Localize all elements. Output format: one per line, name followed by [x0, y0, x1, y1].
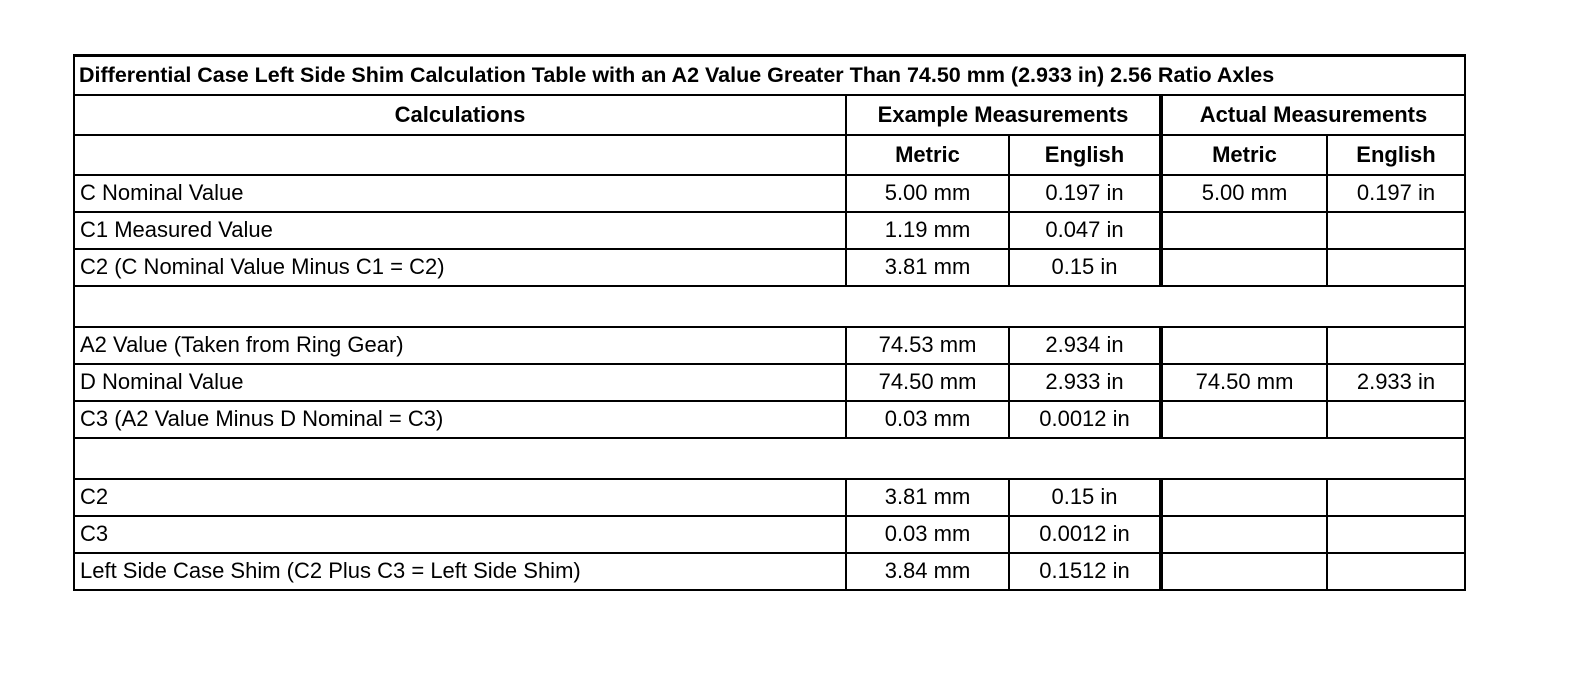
example-metric-cell: 0.03 mm [846, 516, 1009, 553]
spacer-cell [74, 286, 1465, 327]
example-metric-cell: 3.84 mm [846, 553, 1009, 590]
spacer-row [74, 286, 1465, 327]
actual-english-cell[interactable]: 0.197 in [1327, 175, 1465, 212]
example-english-cell: 0.15 in [1009, 479, 1161, 516]
actual-english-cell[interactable]: 2.933 in [1327, 364, 1465, 401]
actual-metric-header: Metric [1161, 135, 1327, 175]
table-row [74, 516, 1465, 553]
example-metric-cell: 1.19 mm [846, 212, 1009, 249]
actual-metric-cell[interactable] [1161, 212, 1327, 249]
unit-header-row [74, 135, 1465, 175]
example-english-header: English [1009, 135, 1161, 175]
example-metric-header: Metric [846, 135, 1009, 175]
actual-metric-cell[interactable] [1161, 327, 1327, 364]
actual-metric-cell[interactable] [1161, 479, 1327, 516]
actual-english-cell[interactable] [1327, 212, 1465, 249]
example-metric-cell: 74.50 mm [846, 364, 1009, 401]
example-metric-cell: 3.81 mm [846, 249, 1009, 286]
shim-calculation-sheet [73, 54, 1466, 591]
actual-metric-cell[interactable]: 5.00 mm [1161, 175, 1327, 212]
example-english-cell: 0.15 in [1009, 249, 1161, 286]
shim-calculation-table [73, 54, 1466, 591]
example-metric-cell: 0.03 mm [846, 401, 1009, 438]
row-label: Left Side Case Shim (C2 Plus C3 = Left Side Shim) [74, 553, 846, 590]
example-metric-cell: 3.81 mm [846, 479, 1009, 516]
spacer-row [74, 438, 1465, 479]
table-row [74, 175, 1465, 212]
example-measurements-header: Example Measurements [846, 95, 1161, 135]
table-row [74, 364, 1465, 401]
row-label: D Nominal Value [74, 364, 846, 401]
example-english-cell: 2.934 in [1009, 327, 1161, 364]
actual-english-cell[interactable] [1327, 516, 1465, 553]
actual-english-header: English [1327, 135, 1465, 175]
example-english-cell: 0.0012 in [1009, 516, 1161, 553]
calculations-header: Calculations [74, 95, 846, 135]
group-header-row [74, 95, 1465, 135]
actual-english-cell[interactable] [1327, 401, 1465, 438]
actual-metric-cell[interactable] [1161, 516, 1327, 553]
row-label: C Nominal Value [74, 175, 846, 212]
actual-english-cell[interactable] [1327, 479, 1465, 516]
table-row [74, 249, 1465, 286]
example-english-cell: 0.0012 in [1009, 401, 1161, 438]
example-english-cell: 0.047 in [1009, 212, 1161, 249]
example-metric-cell: 74.53 mm [846, 327, 1009, 364]
table-title: Differential Case Left Side Shim Calculation Table with an A2 Value Greater Than 74.50 mm (2.933 in) 2.56 Ratio Axles [74, 56, 1465, 95]
empty-header-cell [74, 135, 846, 175]
row-label: A2 Value (Taken from Ring Gear) [74, 327, 846, 364]
table-title-row [74, 56, 1465, 95]
actual-metric-cell[interactable] [1161, 249, 1327, 286]
row-label: C3 [74, 516, 846, 553]
actual-metric-cell[interactable]: 74.50 mm [1161, 364, 1327, 401]
row-label: C1 Measured Value [74, 212, 846, 249]
table-row [74, 553, 1465, 590]
table-row [74, 327, 1465, 364]
row-label: C3 (A2 Value Minus D Nominal = C3) [74, 401, 846, 438]
table-row [74, 212, 1465, 249]
actual-metric-cell[interactable] [1161, 553, 1327, 590]
example-english-cell: 0.1512 in [1009, 553, 1161, 590]
example-english-cell: 2.933 in [1009, 364, 1161, 401]
table-row [74, 479, 1465, 516]
row-label: C2 (C Nominal Value Minus C1 = C2) [74, 249, 846, 286]
table-row [74, 401, 1465, 438]
actual-metric-cell[interactable] [1161, 401, 1327, 438]
example-metric-cell: 5.00 mm [846, 175, 1009, 212]
spacer-cell [74, 438, 1465, 479]
actual-measurements-header: Actual Measurements [1161, 95, 1465, 135]
example-english-cell: 0.197 in [1009, 175, 1161, 212]
row-label: C2 [74, 479, 846, 516]
actual-english-cell[interactable] [1327, 249, 1465, 286]
actual-english-cell[interactable] [1327, 553, 1465, 590]
actual-english-cell[interactable] [1327, 327, 1465, 364]
